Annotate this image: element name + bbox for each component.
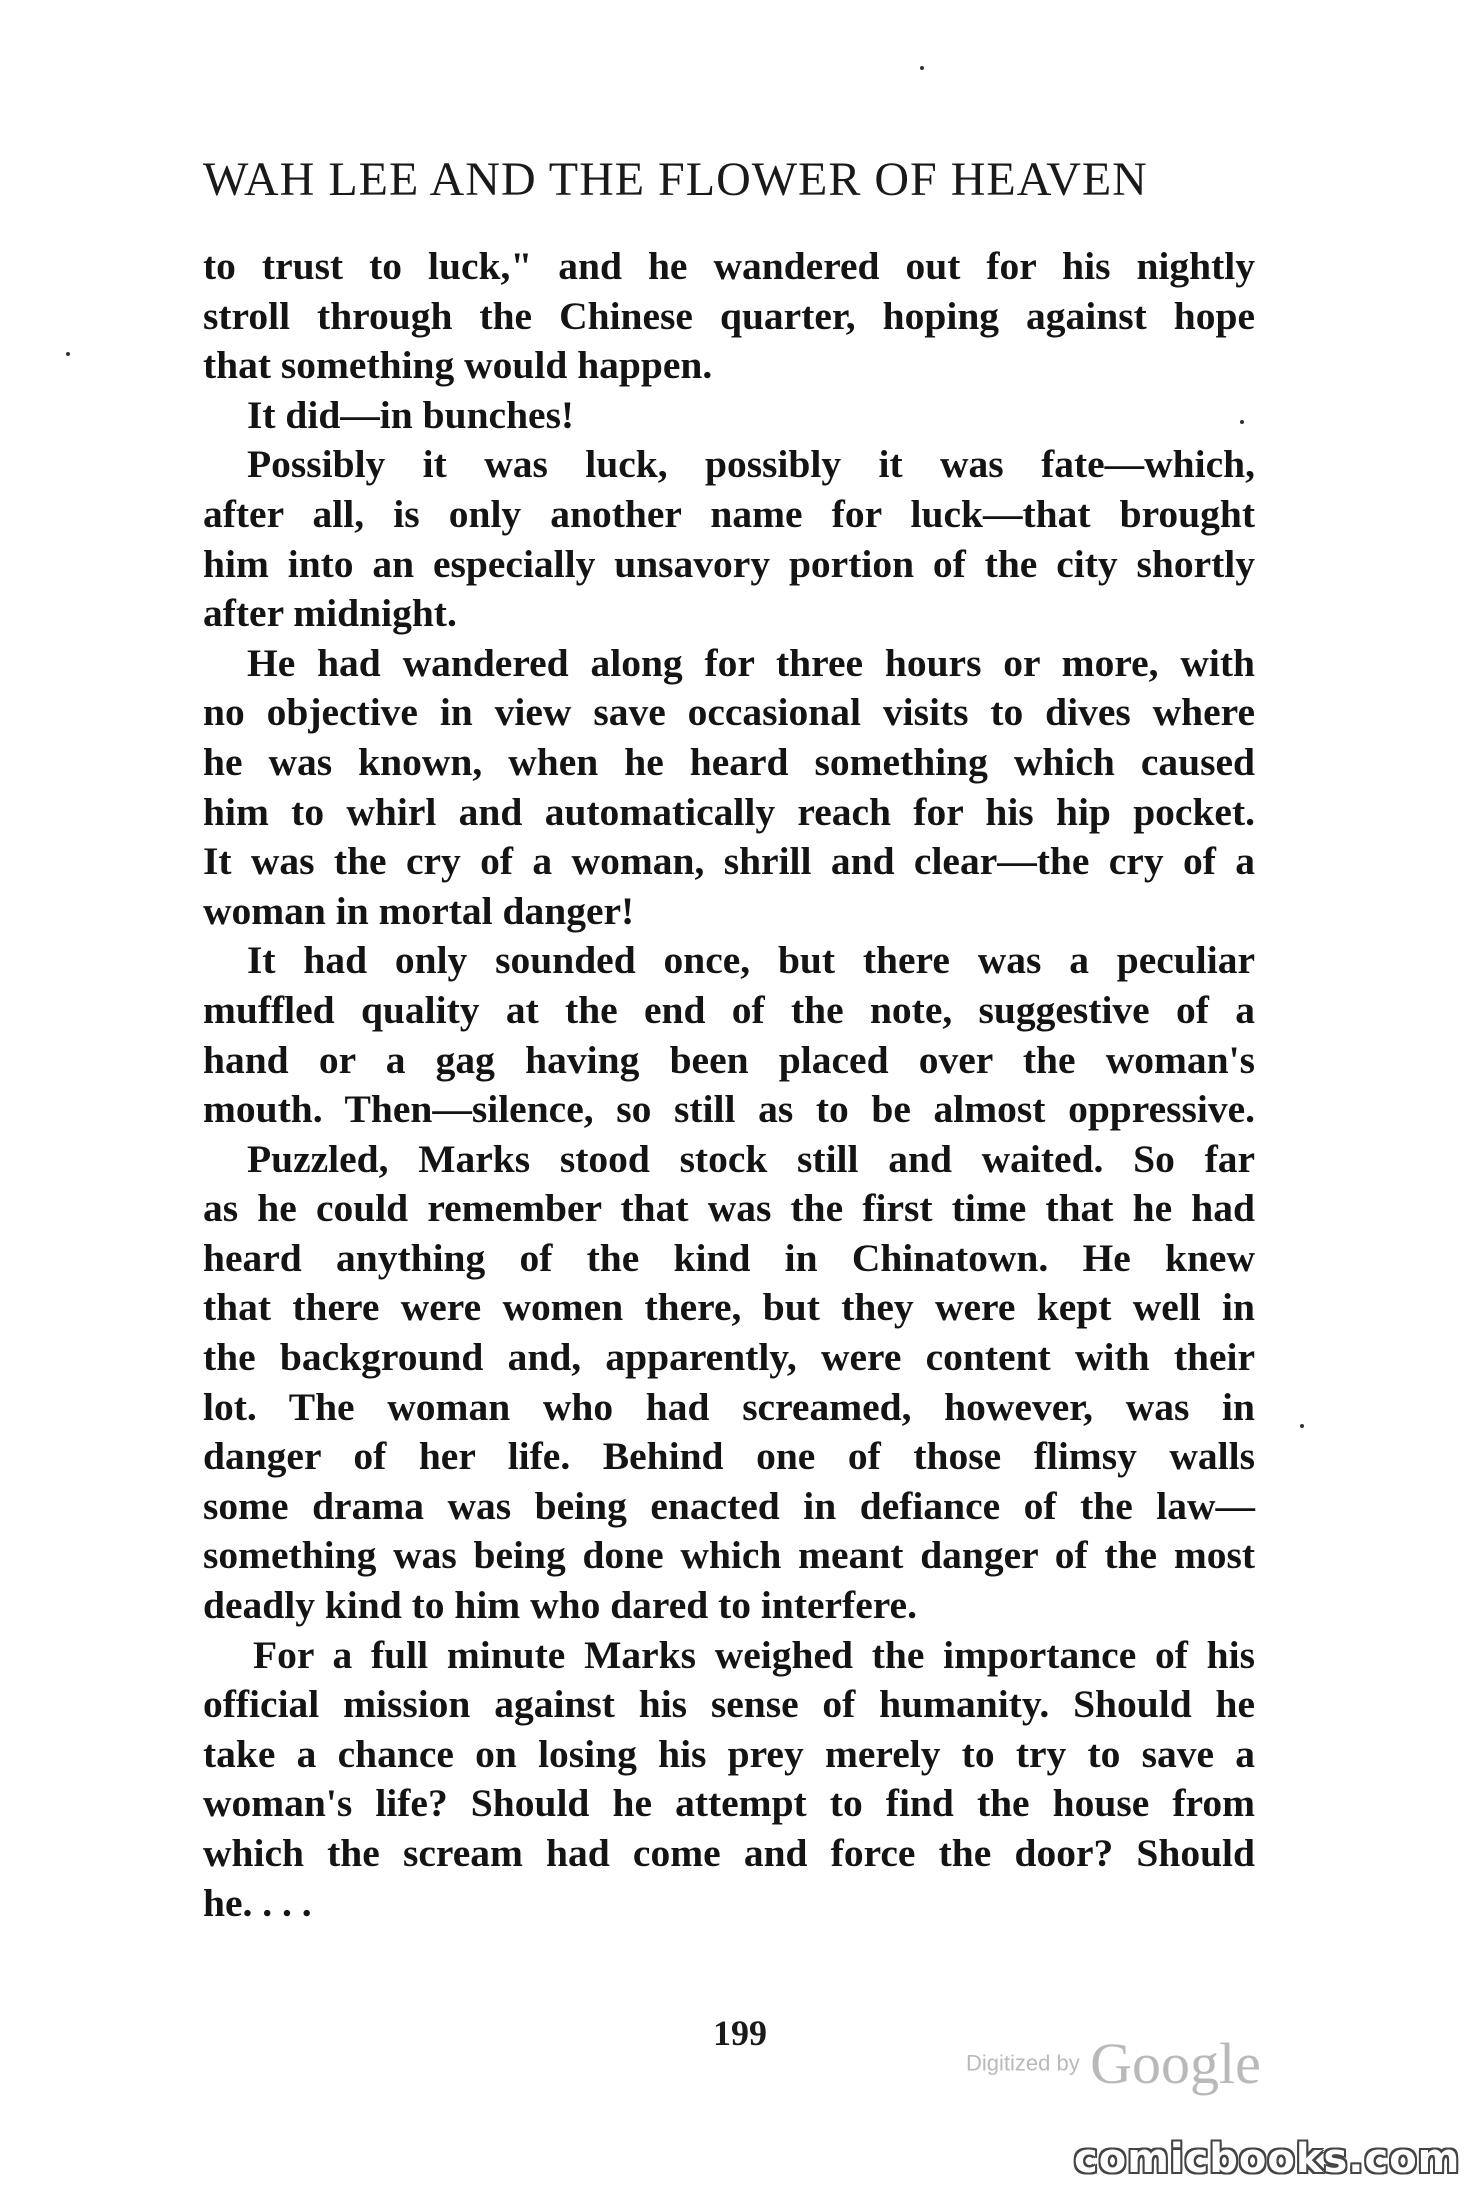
paragraph (203, 639, 1255, 937)
text-line: He had wandered along for three hours or more, with (247, 640, 1255, 685)
text-line: after all, is only another name for luck—that brought (203, 491, 1255, 536)
text-line: to trust to luck," and he wandered out for his nightly (203, 244, 1255, 288)
text-line: It was the cry of a woman, shrill and clear—the cry of a (203, 839, 1255, 884)
text-line: no objective in view save occasional visits to dives where (203, 690, 1255, 735)
paragraph (203, 242, 1255, 391)
text-line: him into an especially unsavory portion of the city shortly (203, 541, 1255, 586)
text-line: muffled quality at the end of the note, suggestive of a (203, 987, 1255, 1032)
google-logo: Google (1090, 2031, 1261, 2096)
text-line: him to whirl and automatically reach for his hip pocket. (203, 789, 1255, 834)
text-line: It did—in bunches! (247, 392, 575, 437)
text-line: after midnight. (203, 591, 457, 636)
scan-speck (1300, 1424, 1304, 1428)
text-line: Puzzled, Marks stood stock still and waited. So far (247, 1136, 1255, 1181)
text-line: woman in mortal danger! (203, 888, 635, 933)
body-text (203, 242, 1255, 1928)
text-line: hand or a gag having been placed over the woman's (203, 1037, 1255, 1082)
text-line: take a chance on losing his prey merely to try to save a (203, 1731, 1255, 1776)
digitized-by-stamp (966, 2030, 1261, 2097)
text-line: that there were women there, but they were kept well in (203, 1285, 1255, 1330)
text-line: official mission against his sense of humanity. Should he (203, 1682, 1255, 1727)
text-line: which the scream had come and force the door? Should (203, 1831, 1255, 1875)
text-line: he was known, when he heard something which caused (203, 739, 1255, 784)
text-line: For a full minute Marks weighed the importance of his (253, 1632, 1255, 1677)
paragraph (203, 1631, 1255, 1929)
text-line: lot. The woman who had screamed, however, was in (203, 1384, 1255, 1429)
text-line: as he could remember that was the first time that he had (203, 1186, 1255, 1231)
text-line: heard anything of the kind in Chinatown. He knew (203, 1235, 1255, 1280)
text-line: something was being done which meant danger of the most (203, 1533, 1255, 1578)
text-line: Possibly it was luck, possibly it was fate—which, (247, 442, 1255, 487)
page-number: 199 (713, 2013, 767, 2053)
paragraph (203, 1135, 1255, 1631)
text-line: he. . . . (203, 1880, 312, 1925)
text-line: mouth. Then—silence, so still as to be almost oppressive. (203, 1087, 1255, 1132)
scan-speck (1240, 420, 1244, 424)
site-watermark: comicbooks.com (1074, 2136, 1461, 2182)
paragraph (203, 936, 1255, 1134)
text-line: some drama was being enacted in defiance of the law— (203, 1483, 1255, 1528)
text-line: It had only sounded once, but there was a peculiar (247, 938, 1255, 983)
running-head: WAH LEE AND THE FLOWER OF HEAVEN (203, 153, 1148, 206)
digitized-label: Digitized by (966, 2050, 1080, 2076)
scan-speck (66, 352, 70, 356)
paragraph (203, 440, 1255, 638)
text-line: the background and, apparently, were content with their (203, 1335, 1255, 1380)
text-line: deadly kind to him who dared to interfere. (203, 1583, 917, 1628)
scan-speck (920, 66, 924, 70)
text-line: that something would happen. (203, 343, 713, 388)
text-line: stroll through the Chinese quarter, hoping against hope (203, 293, 1255, 338)
text-line: woman's life? Should he attempt to find the house from (203, 1781, 1255, 1826)
paragraph (203, 391, 1255, 441)
text-line: danger of her life. Behind one of those flimsy walls (203, 1434, 1255, 1479)
